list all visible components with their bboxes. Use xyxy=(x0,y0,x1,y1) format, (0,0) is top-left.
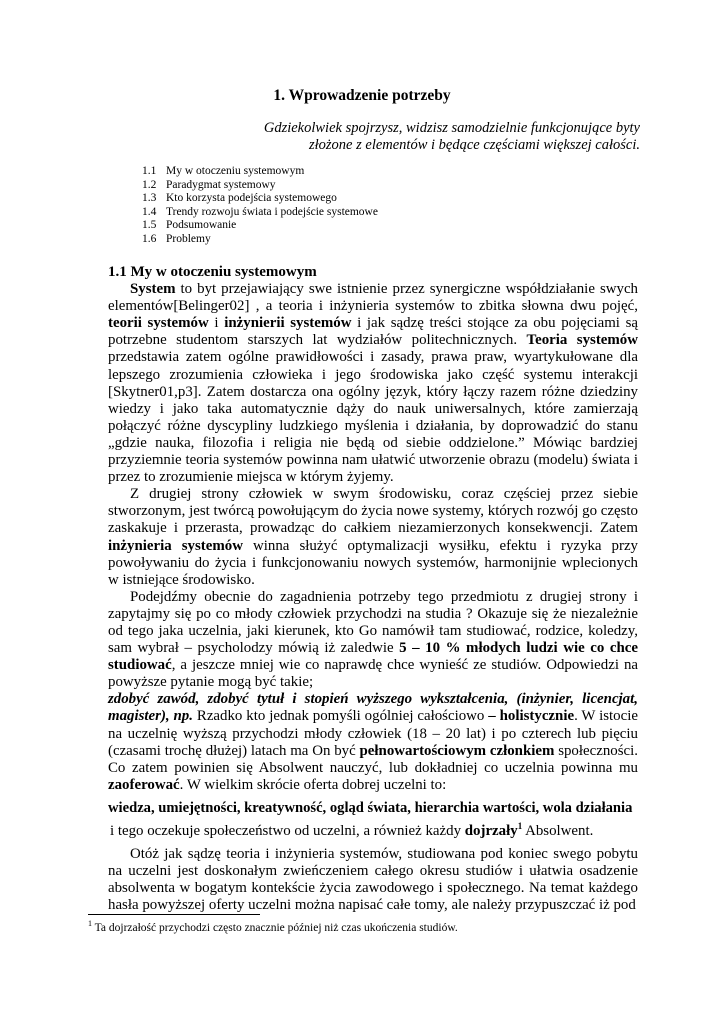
paragraph: Otóż jak sądzę teoria i inżynieria systemów, studiowana pod koniec swego pobytu na uczelni jest doskonałym zwieńczeniem całego okresu studiów i ułatwia osadzenie absolwenta w bogatym kontekście życia zawodowego i społecznego. Na temat każdego hasła powyższej oferty uczelni można napisać całe tomy, ale należy przypuszczać iż pod xyxy=(108,846,638,914)
bold-term: teorii systemów xyxy=(108,315,209,332)
bold-term: pełnowartościowym członkiem xyxy=(359,742,555,759)
bold-term: System xyxy=(130,281,176,298)
paragraph xyxy=(108,486,638,589)
text-run: i jak sądzę treści stojące za obu pojęciami są potrzebne studentom starszych lat wydziałów politechnicznych. xyxy=(108,315,638,349)
text-run: społeczności. Co zatem powinien się Absolwent nauczyć, lub dokładniej co uczelnia powinna mu xyxy=(108,742,638,776)
chapter-motto xyxy=(220,120,640,154)
toc-number: 1.5 xyxy=(142,219,157,232)
toc-item xyxy=(142,165,378,179)
toc-item xyxy=(142,233,378,247)
text-run: Absolwent. xyxy=(522,823,594,839)
paragraph xyxy=(108,589,638,692)
section-body xyxy=(108,264,638,914)
bold-term: Teoria systemów xyxy=(526,332,638,349)
toc-label: Podsumowanie xyxy=(166,219,237,232)
bold-term: zaoferować xyxy=(108,776,180,793)
bold-term: inżynierii systemów xyxy=(224,315,352,332)
text-run: . W wielkim skrócie oferta dobrej uczelni to: xyxy=(179,776,447,793)
chapter-title: 1. Wprowadzenie potrzeby xyxy=(273,87,451,104)
bold-term: inżynieria systemów xyxy=(108,537,243,554)
toc-label: Problemy xyxy=(166,232,211,245)
offer-conclusion-line xyxy=(110,823,638,840)
table-of-contents xyxy=(142,165,378,247)
toc-label: Kto korzysta podejścia systemowego xyxy=(166,192,337,205)
offer-values-line: wiedza, umiejętności, kreatywność, ogląd świata, hierarchia wartości, wola działania xyxy=(108,799,633,816)
bold-term: dojrzały xyxy=(464,823,518,839)
toc-item xyxy=(142,192,378,206)
toc-number: 1.1 xyxy=(142,165,157,177)
text-run: Rzadko kto jednak pomyśli ogólniej całościowo xyxy=(192,708,489,725)
toc-number: 1.4 xyxy=(142,205,157,218)
text-run: , a jeszcze mniej wie co naprawdę chce wynieść ze studiów. Odpowiedzi na powyższe pytanie mogą być takie; xyxy=(108,657,638,691)
toc-label: My w otoczeniu systemowym xyxy=(166,165,305,177)
text-run: to byt przejawiający swe istnienie przez synergiczne współdziałanie swych elementów[Belinger02] , a teoria i inżynieria systemów to zbitka słowna dwu pojęć, xyxy=(108,281,638,315)
text-run: i xyxy=(208,315,225,332)
toc-item xyxy=(142,206,378,220)
section-heading: 1.1 My w otoczeniu systemowym xyxy=(108,264,317,280)
toc-item xyxy=(142,219,378,233)
bold-italic-phrase: zdobyć zawód, zdobyć tytuł i stopień wyższego wykształcenia, (inżynier, licencjat, magister), np. xyxy=(108,691,638,725)
toc-label: Trendy rozwoju świata i podejście systemowe xyxy=(166,205,378,218)
text-run: i tego oczekuje społeczeństwo od uczelni, a również każdy xyxy=(110,823,465,839)
footnote-text: Ta dojrzałość przychodzi często znacznie później niż czas ukończenia studiów. xyxy=(92,922,458,934)
text-run: Podejdźmy obecnie do zagadnienia potrzeby tego przedmiotu z drugiej strony i zapytajmy się po co młody człowiek przychodzi na studia ? Okazuje się że niezależnie od tego jaka uczelnia, jaki kierunek, kto Go namówił tam studiować, rodzice, koledzy, sam wybrał – psycholodzy mówią iż zaledwie xyxy=(108,588,638,657)
bold-term: – holistycznie xyxy=(488,708,575,725)
text-run: winna służyć optymalizacji wysiłku, efektu i ryzyka przy powoływaniu do życia i funkcjonowaniu nowych systemów, harmonijnie wplecionych w istniejące środowisko. xyxy=(108,537,638,588)
paragraph xyxy=(108,281,638,486)
footnote-mark: 1 xyxy=(88,919,92,929)
toc-number: 1.3 xyxy=(142,192,157,205)
motto-line: złożone z elementów i będące częściami większej całości. xyxy=(308,137,640,153)
text-run: Z drugiej strony człowiek w swym środowisku, coraz częściej przez siebie stworzonym, jest twórcą powołującym do życia nowe systemy, których rozwój go często zaskakuje i przerasta, prowadząc do całkiem niezamierzonych konsekwencji. Zatem xyxy=(108,486,638,537)
bold-term: 5 – 10 % młodych ludzi wie co chce studiować xyxy=(108,640,638,674)
footnote-reference: 1 xyxy=(517,821,523,832)
toc-number: 1.2 xyxy=(142,178,157,191)
paragraph xyxy=(108,691,638,794)
footnote xyxy=(88,921,458,935)
toc-number: 1.6 xyxy=(142,232,157,245)
text-run: przedstawia zatem ogólne prawidłowości i zasady, prawa praw, wyartykułowane dla lepszego zrozumienia człowieka i jego środowiska jako część systemu interakcji [Skytner01,p3]. Zatem dostarcza ona ogólny język, który łączy razem różne dziedziny wiedzy i jako taka automatycznie dąży do nauk uniwersalnych, które zamierzają połączyć różne dyscypliny ludzkiego myślenia i działania, by doprowadzić do stanu „gdzie nauka, filozofia i religia nie będą od siebie oddzielone.” Mówiąc bardziej przyziemnie teoria systemów powinna nam ułatwić utworzenie obrazu (modelu) świata i przez to zrozumienie miejsca w którym żyjemy. xyxy=(108,349,638,486)
toc-item xyxy=(142,179,378,193)
motto-line: Gdziekolwiek spojrzysz, widzisz samodzielnie funkcjonujące byty xyxy=(263,120,640,136)
text-run: . W istocie na uczelnię wyższą przychodzi młody człowiek (18 – 20 lat) i po czterech lub pięciu (czasami trochę dłużej) latach ma On być xyxy=(108,708,638,759)
footnote-divider xyxy=(88,914,260,915)
toc-label: Paradygmat systemowy xyxy=(166,178,276,191)
